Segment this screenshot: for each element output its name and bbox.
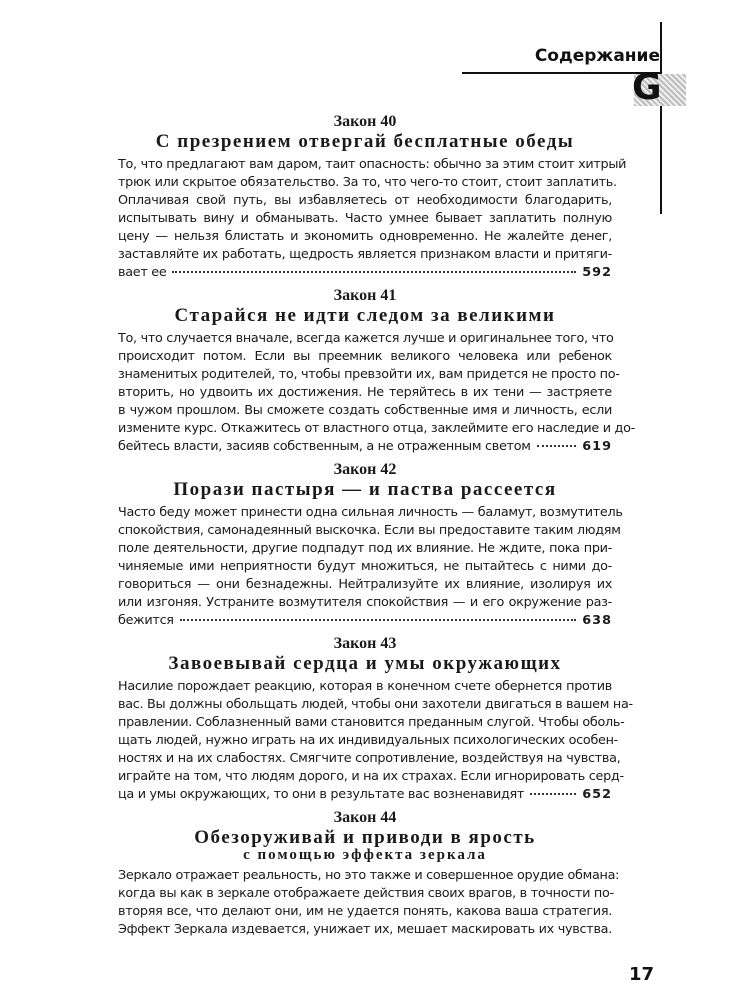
page-reference: 638 — [582, 613, 612, 628]
law-text-line: в чужом прошлом. Вы сможете создать собственные имя и личность, если — [118, 403, 612, 418]
page-number: 17 — [628, 964, 654, 985]
law-text-line: вас. Вы должны обольщать людей, чтобы они захотели двигаться в вашем на- — [118, 697, 633, 712]
law-text-line: Часто беду может принести одна сильная личность — баламут, возмутитель — [118, 505, 623, 520]
law-last-line — [118, 438, 612, 456]
law-title — [118, 828, 612, 864]
law-text-end: бежится — [118, 613, 174, 628]
law-title: С презрением отвергай бесплатные обеды — [155, 131, 575, 152]
law-title: Завоевывай сердца и умы окружающих — [168, 653, 562, 674]
law-text-line: заставляйте их работать, щедрость является признаком власти и притяги- — [118, 247, 612, 262]
law-text-line: или изгоняя. Устраните возмутителя спокойствия — и его окружение раз- — [118, 595, 612, 610]
law-text-line: Эффект Зеркала издевается, унижает их, мешает маскировать их чувства. — [118, 922, 612, 937]
law-text-line: происходит потом. Если вы преемник великого человека или ребенок — [118, 349, 612, 364]
law-title-continued: с помощью эффекта зеркала — [243, 847, 487, 863]
dot-leader — [180, 618, 577, 621]
law-text-line: правлении. Соблазненный вами становится преданным слугой. Чтобы оболь- — [118, 715, 625, 730]
law-entry-42 — [118, 460, 623, 630]
law-entry-43 — [118, 634, 633, 804]
law-text-line: Насилие порождает реакцию, которая в конечном счете обернется против — [118, 679, 612, 694]
law-last-line — [118, 786, 612, 804]
page-reference: 652 — [582, 787, 612, 802]
law-entry-41 — [118, 286, 635, 456]
law-text-line: вторяя все, что делают они, им не удается понять, какова ваша стратегия. — [118, 904, 612, 919]
law-text-line: измените курс. Откажитесь от властного отца, заклеймите его наследие и до- — [118, 421, 635, 436]
dot-leader — [530, 792, 576, 795]
law-text-line: говориться — они безнадежны. Нейтрализуйте их влияние, изолируя их — [118, 577, 612, 592]
dot-leader — [537, 444, 577, 447]
law-title: Порази пастыря — и паства рассеется — [173, 479, 557, 500]
law-text-line: знаменитых родителей, то, чтобы превзойти их, вам придется не просто по- — [118, 367, 620, 382]
law-title: Старайся не идти следом за великими — [174, 305, 556, 326]
law-text-end: бейтесь власти, засияв собственным, а не отраженным светом — [118, 439, 531, 454]
law-text-line: То, что случается вначале, всегда кажется лучше и оригинальнее того, что — [118, 331, 614, 346]
law-text-line: спокойствия, самонадеянный выскочка. Если вы предоставите таким людям — [118, 523, 621, 538]
law-text-line: трюк или скрытое обязательство. За то, что чего-то стоит, стоит заплатить. — [118, 175, 617, 190]
law-last-line — [118, 612, 612, 630]
law-last-line — [118, 264, 612, 282]
law-number: Закон 43 — [333, 635, 397, 652]
law-text-line: вторить, но удвоить их достижения. Не теряйтесь в их тени — застряете — [118, 385, 612, 400]
law-number: Закон 40 — [333, 113, 397, 130]
law-entry-44 — [118, 808, 620, 939]
dot-leader — [172, 270, 576, 273]
table-of-contents — [118, 112, 635, 939]
law-text-line: щать людей, нужно играть на их индивидуальных психологических особен- — [118, 733, 618, 748]
law-text-line: чиняемые ими неприятности будут множиться, не пытайтесь с ними до- — [118, 559, 612, 574]
section-label: Содержание — [534, 46, 660, 66]
law-entry-40 — [118, 112, 627, 282]
page-reference: 592 — [582, 265, 612, 280]
law-text-line: играйте на том, что людям дорого, и на их страхах. Если игнорировать серд- — [118, 769, 624, 784]
margin-rule — [660, 22, 662, 214]
law-text-line: испытывать вину и обманывать. Часто умнее бывает заплатить полную — [118, 211, 612, 226]
law-title-main: Обезоруживай и приводи в ярость — [194, 827, 536, 848]
law-text-end: вает ее — [118, 265, 167, 280]
law-number: Закон 42 — [333, 461, 397, 478]
law-text-line: поле деятельности, другие подпадут под их влияние. Не ждите, пока при- — [118, 541, 612, 556]
page-reference: 619 — [582, 439, 612, 454]
law-text-line: цену — нельзя блистать и экономить одновременно. Не жалейте денег, — [118, 229, 612, 244]
section-letter: G — [632, 67, 662, 108]
law-text-line: ностях и на их слабостях. Смягчите сопротивление, воздействуя на чувства, — [118, 751, 621, 766]
law-text-end: ца и умы окружающих, то они в результате вас возненавидят — [118, 787, 525, 802]
law-text-line: когда вы как в зеркале отображаете действия своих врагов, в точности по- — [118, 886, 614, 901]
law-text-line: То, что предлагают вам даром, таит опасность: обычно за этим стоит хитрый — [118, 157, 627, 172]
law-number: Закон 44 — [333, 809, 397, 826]
law-text-line: Оплачивая свой путь, вы избавляетесь от необходимости благодарить, — [118, 193, 612, 208]
law-number: Закон 41 — [333, 287, 397, 304]
law-text-line: Зеркало отражает реальность, но это также и совершенное орудие обмана: — [118, 868, 620, 883]
